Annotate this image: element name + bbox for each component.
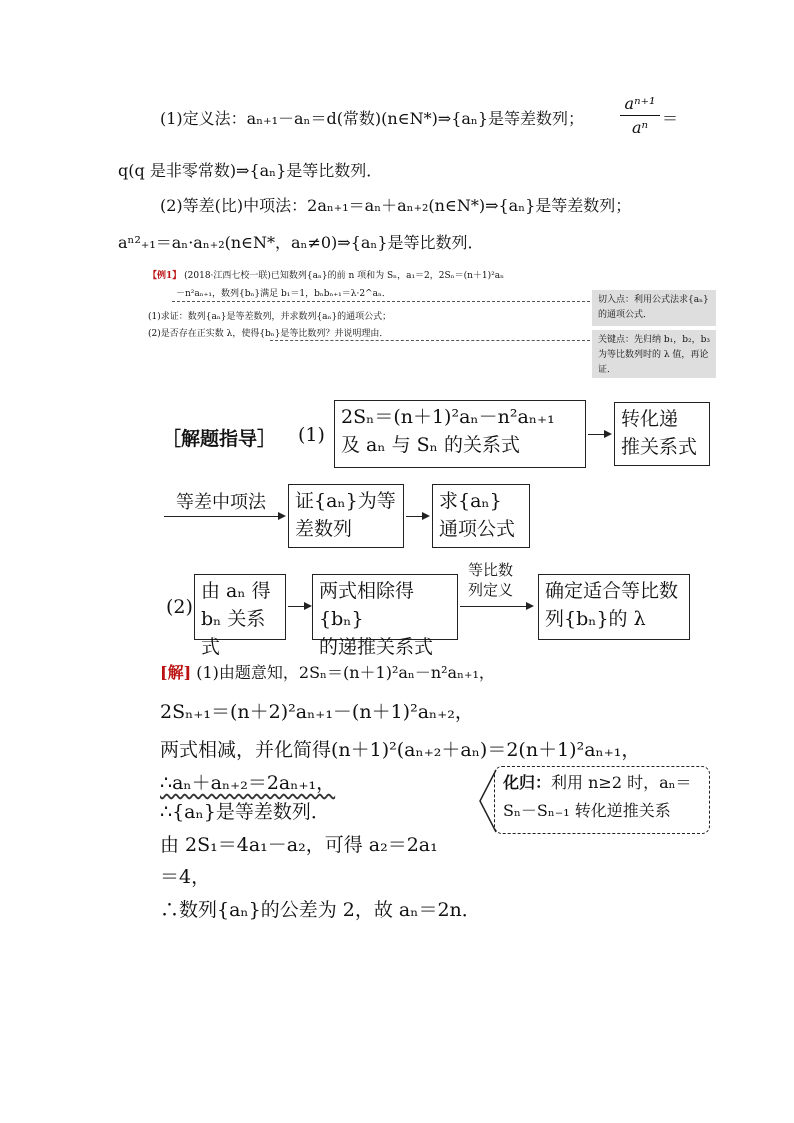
flow-box-divide-l1: 两式相除得{bₙ} [319,580,415,630]
callout-text-1: 利用 n≥2 时，aₙ＝ [551,773,692,792]
fraction-equals: ＝ [662,109,679,128]
flow-box-general-term-l1: 求{aₙ} [439,490,502,512]
flow-box-prove-arith [288,484,404,548]
arrow-label-geo-def-l1: 等比数 [468,561,514,579]
side-note-entry: 切入点：利用公式法求{aₙ}的通项公式． [592,290,716,326]
flow-box-recurrence-l2: 及 aₙ 与 Sₙ 的关系式 [341,434,520,456]
callout-line-1 [503,769,701,797]
guide-part-1: (1) [298,424,325,446]
flow-box-lambda-l2: 列{bₙ}的 λ [545,608,646,630]
flow-box-transform [614,402,710,466]
arrow-label-geo-def [468,560,513,600]
flow-box-bn-relation-l2: bₙ 关系式 [201,608,266,658]
arrow-label-geo-def-l2: 列定义 [468,581,514,599]
example-line-1 [148,268,504,281]
solution-text-1: (1)由题意知，2Sₙ＝(n＋1)²aₙ－n²aₙ₊₁， [196,663,495,682]
guide-label: ［解题指导］ [162,428,277,450]
callout-text-2: Sₙ－Sₙ₋₁ 转化逆推关系 [503,801,671,820]
pointer-line-1 [172,301,590,302]
solution-tag: [解] [160,663,192,682]
flow-box-prove-arith-l2: 差数列 [295,518,353,540]
flow-box-bn-relation [194,574,286,658]
solution-line-1 [160,660,495,683]
definition-line-1: (1)定义法：aₙ₊₁－aₙ＝d(常数)(n∈N*)⇒{aₙ}是等差数列； [160,109,585,128]
solution-line-6: 由 2S₁＝4a₁－a₂，可得 a₂＝2a₁ [160,834,438,856]
flow-box-transform-l2: 推关系式 [621,436,698,458]
flow-box-recurrence-l1: 2Sₙ＝(n＋1)²aₙ－n²aₙ₊₁ [341,406,555,428]
ratio-fraction [620,94,660,137]
solution-line-8: ∴数列{aₙ}的公差为 2，故 aₙ＝2n． [160,899,481,921]
definition-line-2: q(q 是非零常数)⇒{aₙ}是等比数列． [118,161,383,180]
arrow-2 [164,516,284,517]
flow-box-prove-arith-l1: 证{aₙ}为等 [295,490,396,512]
arrow-label-arith-middle: 等差中项法 [176,492,266,513]
flow-box-divide [312,574,458,658]
example-question-2: (2)是否存在正实数 λ，使得{bₙ}是等比数列？并说明理由． [148,329,389,339]
side-note-key: 关键点：先归纳 b₁，b₂，b₃ 为等比数列时的 λ 值，再论证． [592,330,716,378]
flow-box-general-term [432,484,530,548]
arrow-1 [588,434,610,435]
example-line-2: －n²aₙ₊₁，数列{bₙ}满足 b₁＝1，bₙbₙ₊₁＝λ·2^aₙ． [176,289,391,299]
callout-reduction [494,766,710,834]
guide-part-2: (2) [166,596,193,618]
flow-box-bn-relation-l1: 由 aₙ 得 [201,580,271,602]
flow-box-transform-l1: 转化递 [621,408,679,430]
solution-line-5: ∴{aₙ}是等差数列． [160,801,330,823]
flow-box-general-term-l2: 通项公式 [439,518,516,540]
solution-line-4 [160,768,335,795]
middle-term-line-2: aⁿ²₊₁＝aₙ·aₙ₊₂(n∈N*，aₙ≠0)⇒{aₙ}是等比数列． [118,233,484,252]
arrow-5 [460,606,532,607]
solution-line-4-text: ∴aₙ＋aₙ₊₂＝2aₙ₊₁， [160,772,336,794]
fraction-denominator: aⁿ [631,118,649,137]
solution-line-7: ＝4， [160,866,211,888]
solution-line-3: 两式相减，并化简得(n＋1)²(aₙ₊₂＋aₙ)＝2(n＋1)²aₙ₊₁， [160,739,641,761]
pointer-line-2 [270,340,590,341]
solution-line-2: 2Sₙ₊₁＝(n＋2)²aₙ₊₁－(n＋1)²aₙ₊₂， [160,701,474,723]
flow-box-lambda [538,574,690,640]
callout-tag: 化归： [503,773,552,792]
example-tag: 【例1】 [148,271,182,281]
fraction-numerator: aⁿ⁺¹ [624,94,656,113]
example-text-1: (2018·江西七校一联)已知数列{aₙ}的前 n 项和为 Sₙ，a₁＝2，2Sₙ＝(n＋1)²aₙ [184,271,504,281]
arrow-4 [288,606,310,607]
middle-term-line-1: (2)等差(比)中项法：2aₙ₊₁＝aₙ＋aₙ₊₂(n∈N*)⇒{aₙ}是等差数列； [160,196,632,215]
flow-box-divide-l2: 的递推关系式 [319,636,434,658]
example-question-1: (1)求证：数列{aₙ}是等差数列，并求数列{aₙ}的通项公式； [148,312,392,322]
flow-box-lambda-l1: 确定适合等比数 [545,580,679,602]
arrow-3 [406,516,428,517]
flow-box-recurrence [334,400,586,468]
